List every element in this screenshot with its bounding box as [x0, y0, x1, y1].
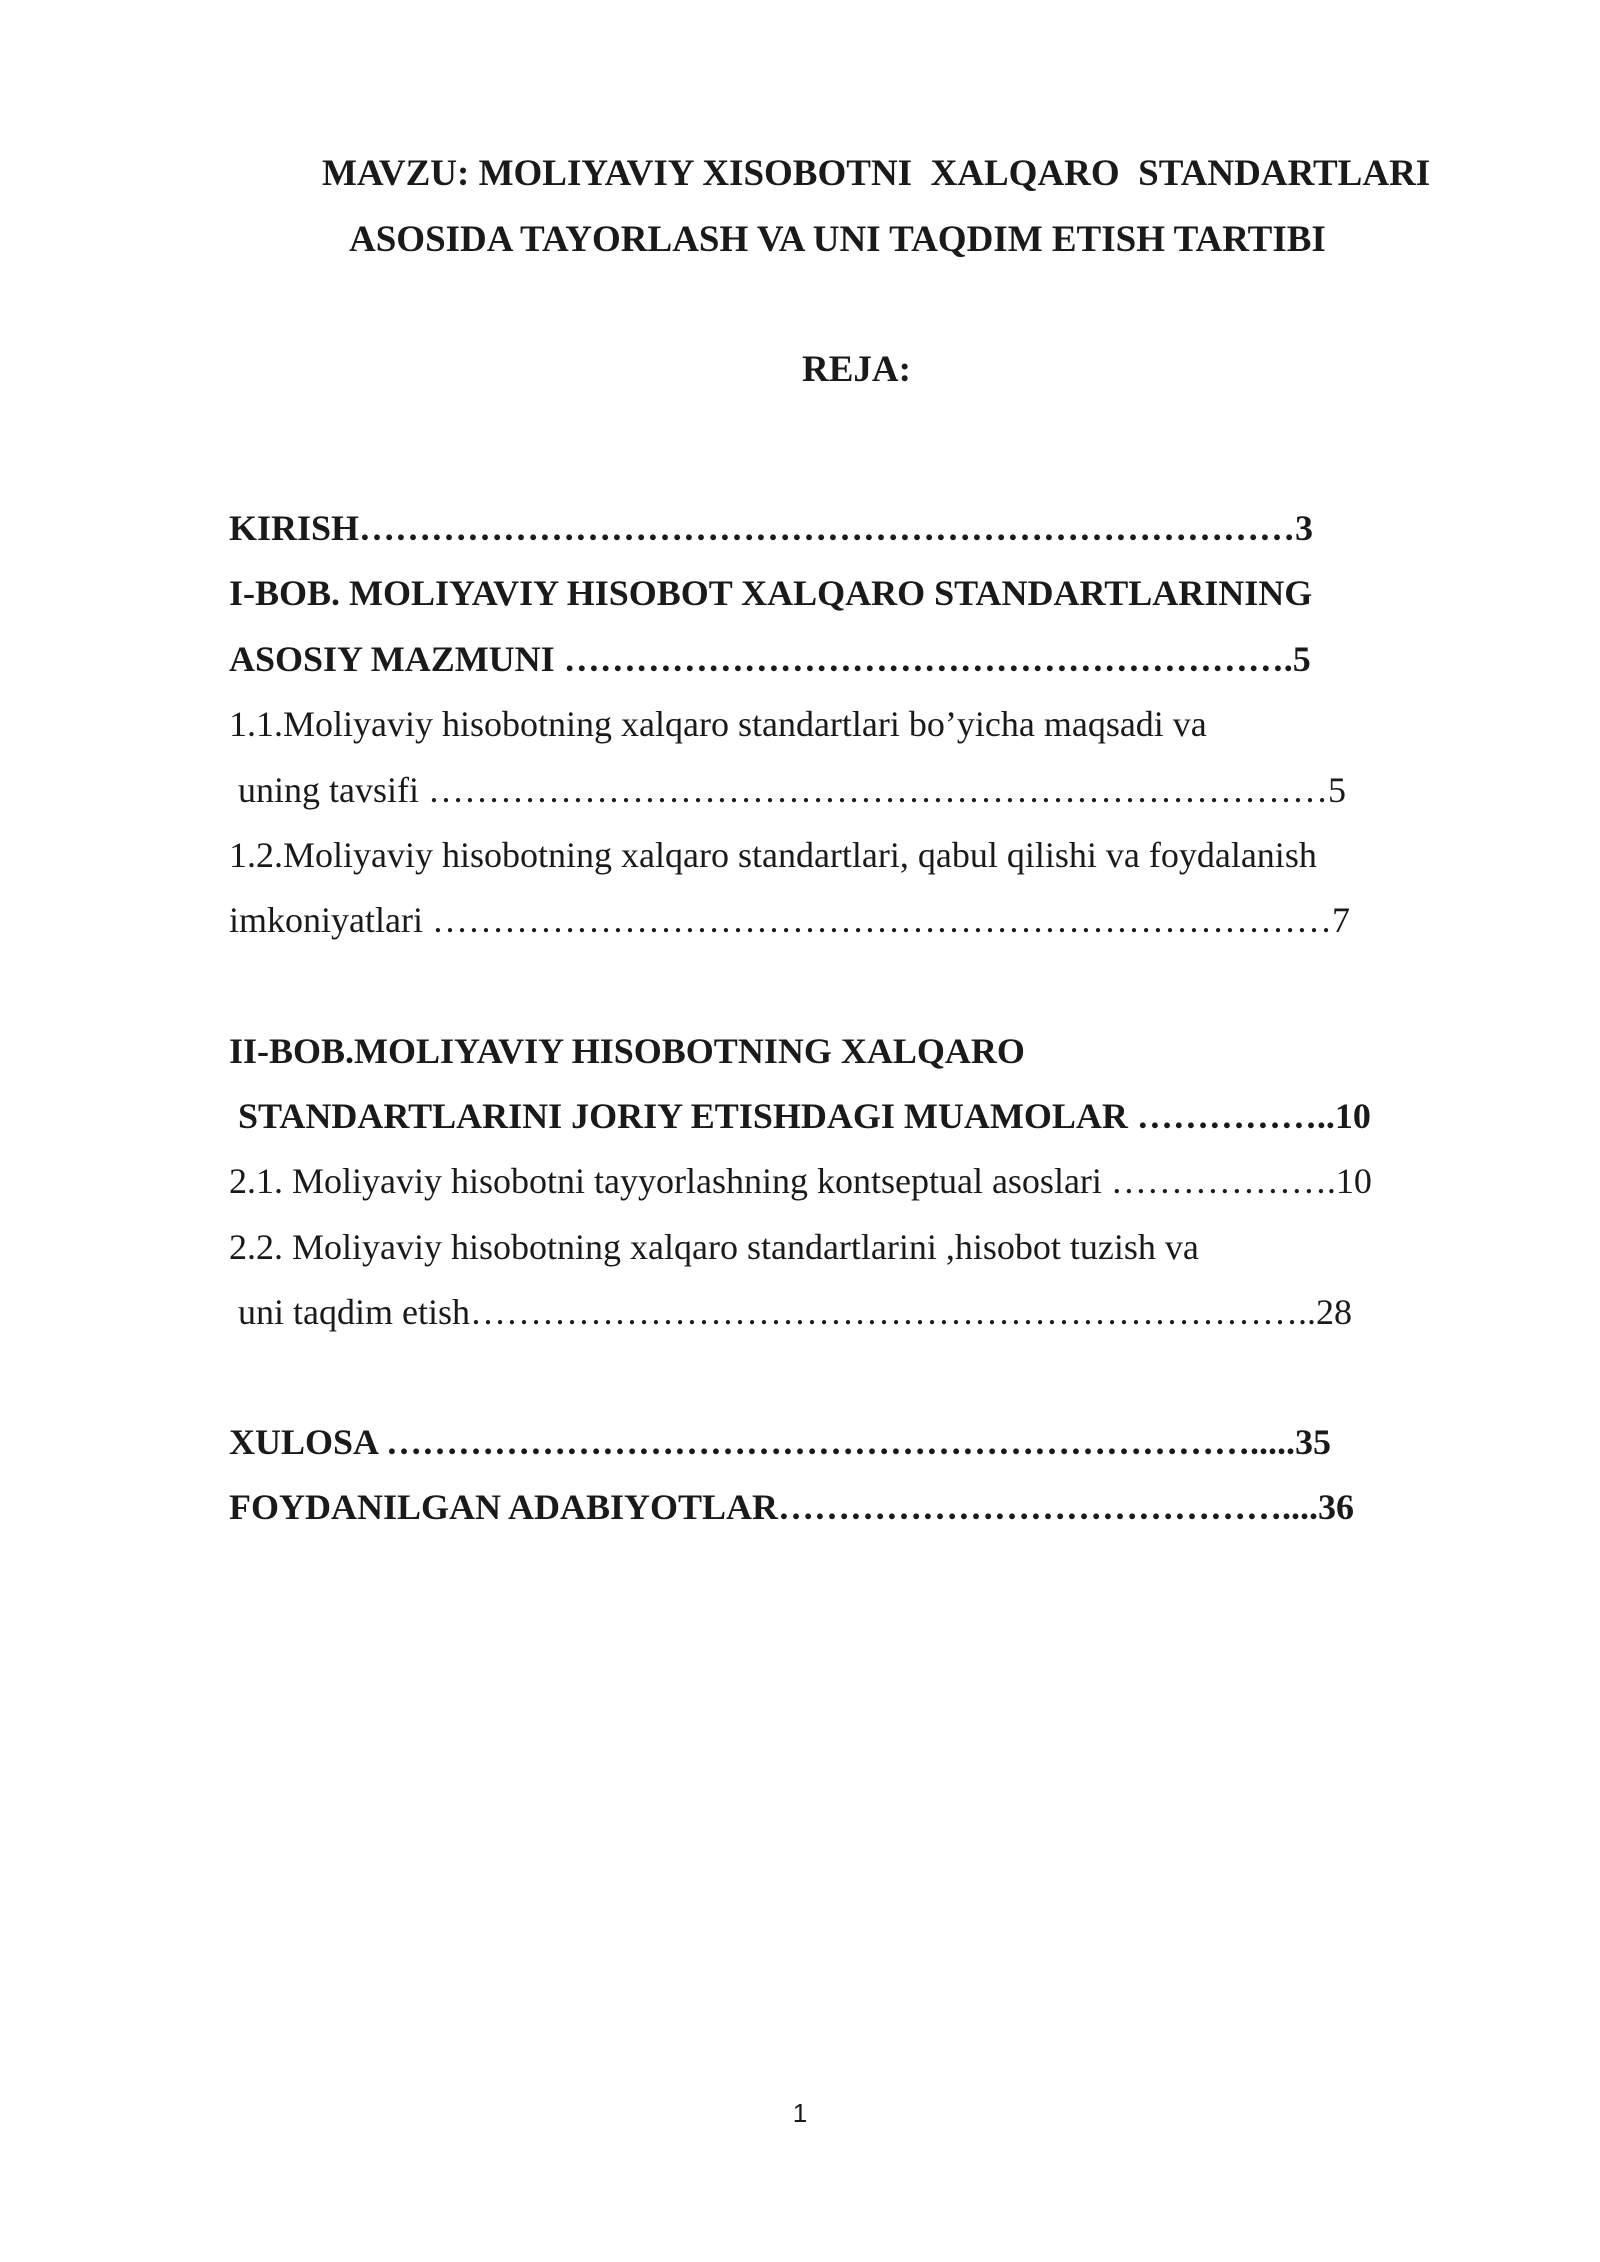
plan-heading: REJA:: [802, 349, 911, 390]
toc-chapter1-line1: I-BOB. MOLIYAVIY HISOBOT XALQARO STANDARTLARINING: [229, 573, 1313, 613]
title-line-2: ASOSIDA TAYORLASH VA UNI TAQDIM ETISH TARTIBI: [349, 219, 1326, 260]
toc-introduction: KIRISH……………………………………………………………………3: [229, 508, 1314, 548]
toc-references: FOYDANILGAN ADABIYOTLAR……………………………………....36: [229, 1487, 1355, 1527]
toc-conclusion: XULOSA ……………………………………………………………….....35: [229, 1422, 1332, 1462]
toc-section-2-1: 2.1. Moliyaviy hisobotni tayyorlashning kontseptual asoslari ……………….10: [229, 1161, 1372, 1201]
toc-section-1-2-line2: imkoniyatlari …………………………………………………………………7: [229, 900, 1350, 940]
toc-chapter2-line2: STANDARTLARINI JORIY ETISHDAGI MUAMOLAR ……………..10: [229, 1096, 1371, 1136]
page-number: 1: [792, 2098, 808, 2128]
toc-chapter1-line2: ASOSIY MAZMUNI …………………………………………………….5: [229, 639, 1311, 679]
toc-chapter2-line1: II-BOB.MOLIYAVIY HISOBOTNING XALQARO: [229, 1031, 1025, 1071]
toc-section-2-2-line1: 2.2. Moliyaviy hisobotning xalqaro standartlarini ,hisobot tuzish va: [229, 1227, 1199, 1267]
toc-section-2-2-line2: uni taqdim etish……………………………………………………………..28: [229, 1292, 1352, 1332]
toc-section-1-1-line2: uning tavsifi …………………………………………………………………5: [229, 770, 1346, 810]
toc-section-1-2-line1: 1.2.Moliyaviy hisobotning xalqaro standartlari, qabul qilishi va foydalanish: [229, 835, 1317, 875]
title-line-1: MAVZU: MOLIYAVIY XISOBOTNI XALQARO STANDARTLARI: [322, 153, 1431, 194]
toc-section-1-1-line1: 1.1.Moliyaviy hisobotning xalqaro standartlari bo’yicha maqsadi va: [229, 704, 1207, 744]
